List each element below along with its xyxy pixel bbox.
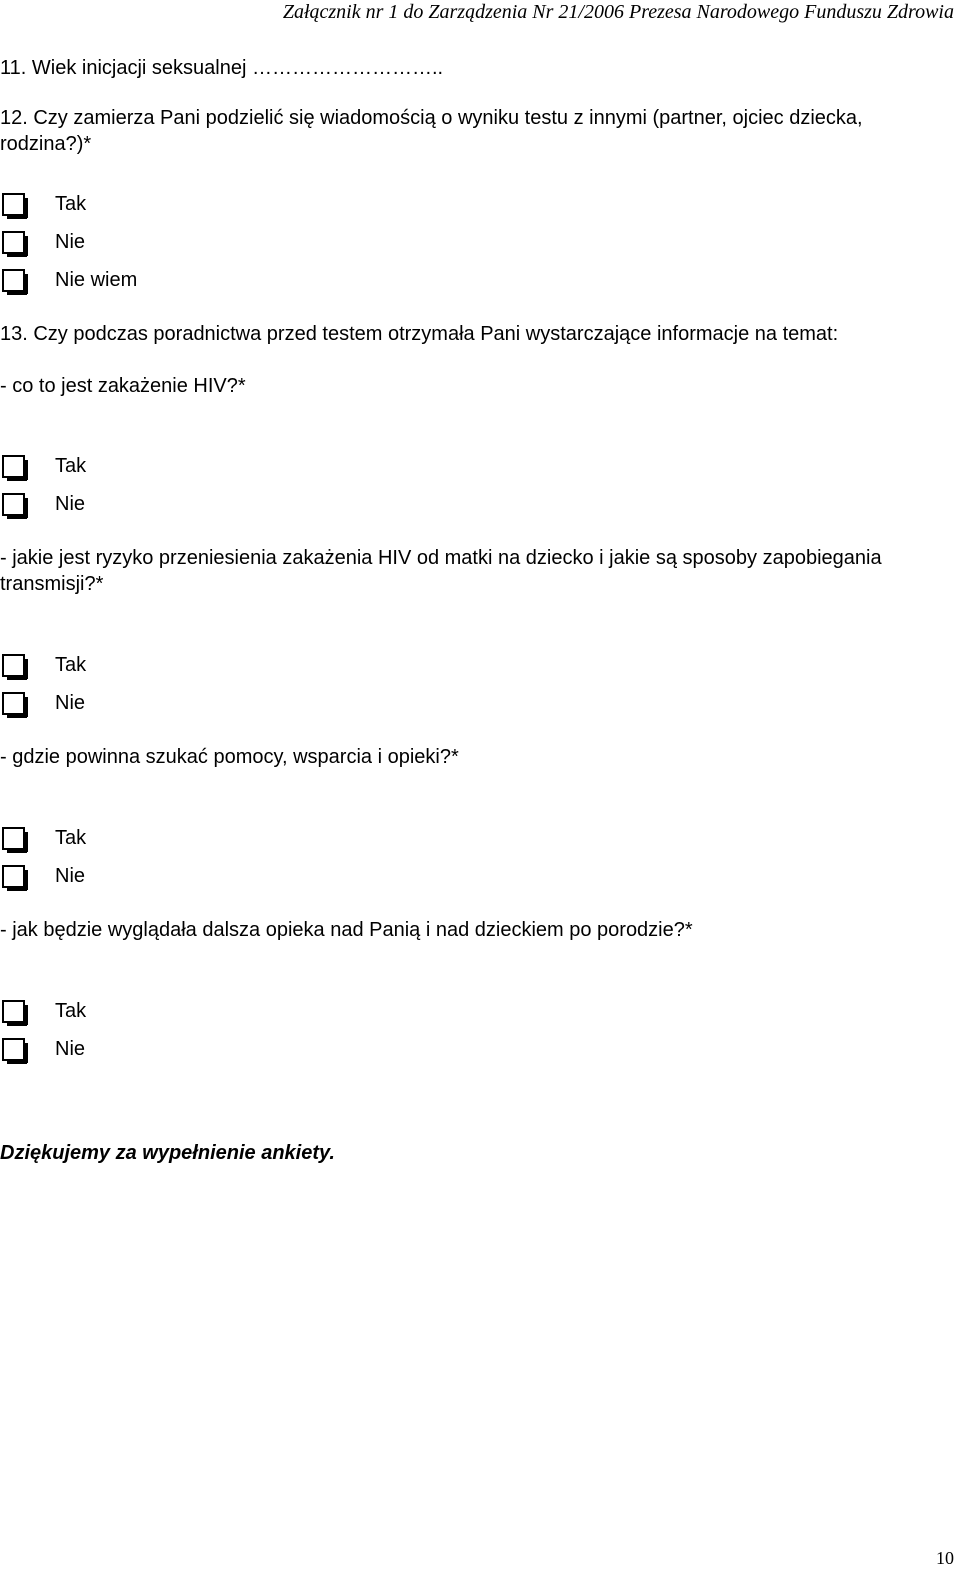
checkbox-icon[interactable]	[2, 692, 25, 715]
option-label: Tak	[55, 455, 87, 477]
question-13-sub3: - gdzie powinna szukać pomocy, wsparcia i opieki?*	[0, 746, 459, 768]
option-label: Tak	[55, 1000, 87, 1022]
option-label: Nie	[55, 692, 86, 714]
checkbox-icon[interactable]	[2, 493, 25, 516]
option-label: Tak	[55, 827, 87, 849]
document-header: Załącznik nr 1 do Zarządzenia Nr 21/2006 Prezesa Narodowego Funduszu Zdrowia	[282, 1, 954, 23]
checkbox-icon[interactable]	[2, 1038, 25, 1061]
question-11: 11. Wiek inicjacji seksualnej ………………………..	[0, 57, 444, 79]
question-12: 12. Czy zamierza Pani podzielić się wiadomością o wyniku testu z innymi (partner, ojciec dziecka, rodzina?)*	[0, 107, 863, 155]
option-label: Tak	[55, 654, 87, 676]
checkbox-icon[interactable]	[2, 865, 25, 888]
option-label: Nie	[55, 1038, 86, 1060]
question-13-sub2: - jakie jest ryzyko przeniesienia zakażenia HIV od matki na dziecko i jakie są sposoby zapobiegania transmisji?*	[0, 547, 882, 595]
option-label: Nie	[55, 493, 86, 515]
checkbox-icon[interactable]	[2, 193, 25, 216]
checkbox-icon[interactable]	[2, 827, 25, 850]
checkbox-icon[interactable]	[2, 231, 25, 254]
thanks-message: Dziękujemy za wypełnienie ankiety.	[0, 1142, 335, 1164]
option-label: Nie	[55, 865, 86, 887]
option-label: Nie	[55, 231, 86, 253]
checkbox-icon[interactable]	[2, 654, 25, 677]
option-label: Tak	[55, 193, 87, 215]
question-13: 13. Czy podczas poradnictwa przed testem otrzymała Pani wystarczające informacje na temat:	[0, 323, 839, 345]
checkbox-icon[interactable]	[2, 1000, 25, 1023]
question-13-sub4: - jak będzie wyglądała dalsza opieka nad Panią i nad dzieckiem po porodzie?*	[0, 919, 693, 941]
checkbox-icon[interactable]	[2, 269, 25, 292]
question-13-sub1: - co to jest zakażenie HIV?*	[0, 375, 246, 397]
option-label: Nie wiem	[55, 269, 138, 291]
checkbox-icon[interactable]	[2, 455, 25, 478]
page-number: 10	[936, 1548, 954, 1568]
